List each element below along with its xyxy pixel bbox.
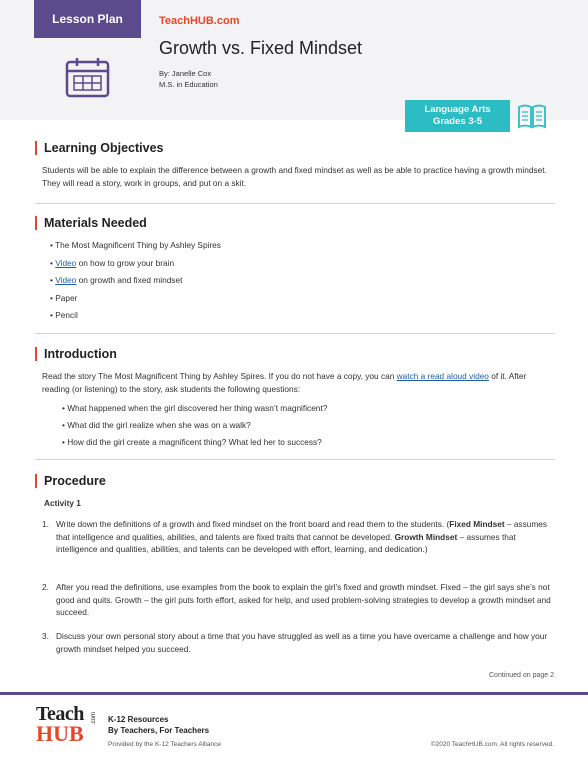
- divider: [35, 333, 555, 334]
- materials-heading: Materials Needed: [35, 216, 147, 230]
- procedure-heading: Procedure: [35, 474, 106, 488]
- list-item: • Video on how to grow your brain: [50, 258, 221, 276]
- subject-label: Language Arts: [424, 104, 491, 115]
- question-list: [62, 403, 327, 454]
- footer-provider: Provided by the K-12 Teachers Alliance: [108, 741, 221, 748]
- list-item: • The Most Magnificent Thing by Ashley Spires: [50, 240, 221, 258]
- list-item: • What did the girl realize when she was on a walk?: [62, 420, 327, 437]
- step-number: 1.: [42, 519, 49, 529]
- page-title: Growth vs. Fixed Mindset: [159, 38, 363, 58]
- list-item: • Pencil: [50, 310, 221, 328]
- list-item: • What happened when the girl discovered her thing wasn’t magnificent?: [62, 403, 327, 420]
- divider: [35, 203, 555, 204]
- continued-note: Continued on page 2: [489, 672, 554, 679]
- read-aloud-video-link[interactable]: watch a read aloud video: [396, 371, 489, 381]
- introduction-text: Read the story The Most Magnificent Thing by Ashley Spires. If you do not have a copy, you can watch a read aloud video of it. After reading (or listening) to the story, ask students the following questions:: [42, 371, 527, 394]
- step-text: Write down the definitions of a growth and fixed mindset on the front board and read them to the students. (Fixed Mindset – assumes that intelligence and qualities, abilities, and talents are fixed traits that cannot be developed. Growth Mindset – assumes that intelligence and qualities, abilities, and talents can be developed with effort, learning, and dedication.): [56, 519, 548, 555]
- procedure-step: [42, 518, 554, 556]
- lesson-plan-tab: Lesson Plan: [34, 0, 141, 38]
- activity-label: Activity 1: [44, 498, 81, 508]
- mindset-video-link[interactable]: Video: [55, 275, 77, 285]
- page-footer: [0, 692, 588, 761]
- book-icon: [516, 101, 548, 131]
- step-text: After you read the definitions, use examples from the book to explain the girl’s fixed and growth mindset. Fixed – the girl says she’s not good and quits. Growth – the girl puts forth effort, asked for help, and used problem-solving strategies to develop a growth mindset and succeed.: [56, 582, 551, 618]
- footer-tagline: By Teachers, For Teachers: [108, 726, 210, 735]
- copyright: ©2020 TeachHUB.com. All rights reserved.: [430, 741, 554, 748]
- step-text: Discuss your own personal story about a time that you have struggled as well as a time you have overcame a challenge and how your growth mindset helped you succeed.: [56, 631, 548, 654]
- divider: [35, 459, 555, 460]
- objectives-text: Students will be able to explain the difference between a growth and fixed mindset as well as be able to practice having a growth mindset. They will read a story, work in groups, and put on a skit.: [42, 165, 547, 188]
- list-item: • Paper: [50, 293, 221, 311]
- brand-name: TeachHUB.com: [159, 15, 240, 27]
- objectives-heading: Learning Objectives: [35, 141, 163, 155]
- teachhub-logo: Teach HUB .com: [36, 703, 97, 746]
- grade-label: Grades 3-5: [432, 116, 483, 127]
- step-number: 3.: [42, 631, 49, 641]
- list-item: • How did the girl create a magnificent thing? What led her to success?: [62, 437, 327, 454]
- subject-badge: [405, 100, 510, 132]
- author-info: [159, 68, 218, 90]
- introduction-heading: Introduction: [35, 347, 117, 361]
- procedure-step: [42, 630, 554, 655]
- step-number: 2.: [42, 582, 49, 592]
- calendar-icon: [65, 56, 110, 98]
- author-name: By: Janelle Cox: [159, 69, 212, 78]
- author-credentials: M.S. in Education: [159, 80, 218, 89]
- brain-video-link[interactable]: Video: [55, 257, 77, 268]
- materials-list: [50, 240, 221, 328]
- footer-tagline: K-12 Resources: [108, 715, 169, 724]
- list-item: • Video on growth and fixed mindset: [50, 275, 221, 293]
- procedure-step: [42, 581, 554, 619]
